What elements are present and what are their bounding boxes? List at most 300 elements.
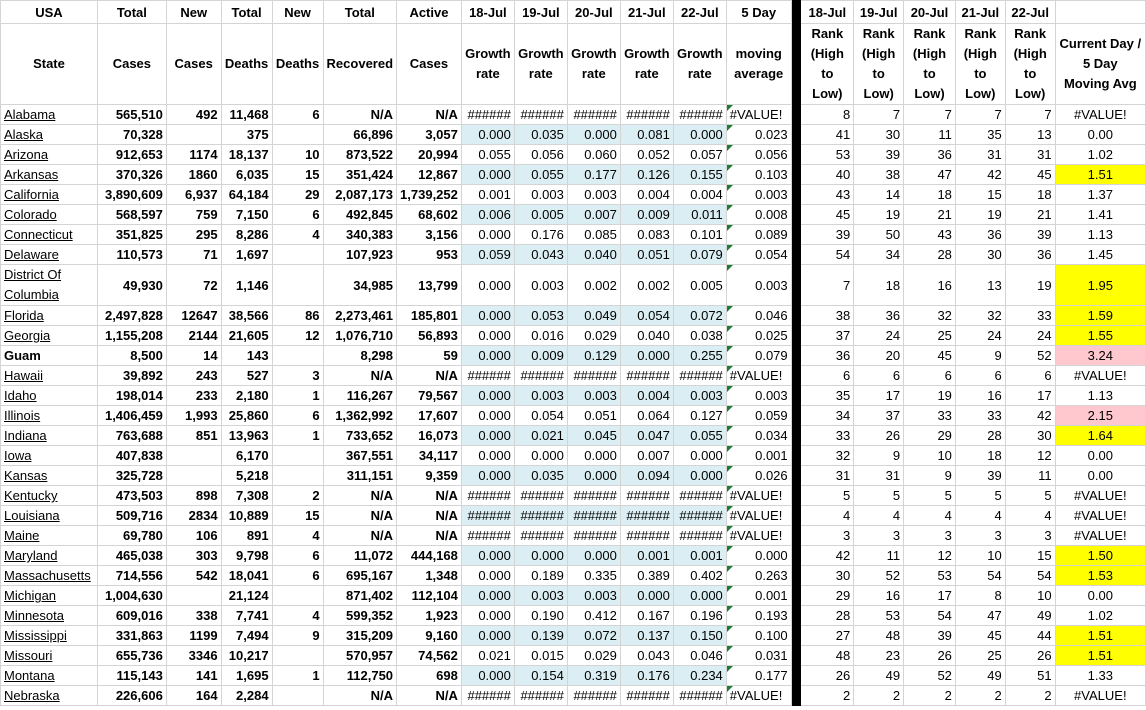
recovered-cell[interactable]: 112,750 (323, 666, 396, 686)
recovered-cell[interactable]: 107,923 (323, 245, 396, 265)
rank-cell[interactable]: 5 (904, 486, 956, 506)
ratio-cell[interactable]: 1.51 (1055, 626, 1145, 646)
active-cases-cell[interactable]: 59 (397, 346, 462, 366)
total-deaths-cell[interactable]: 527 (221, 366, 272, 386)
rank-cell[interactable]: 19 (904, 386, 956, 406)
state-cell[interactable]: Michigan (1, 586, 98, 606)
growth-cell[interactable]: 0.055 (514, 165, 567, 185)
moving-average-cell[interactable]: 0.100 (726, 626, 791, 646)
recovered-cell[interactable]: N/A (323, 686, 396, 706)
rank-cell[interactable]: 18 (955, 446, 1005, 466)
header-rank-19-jul[interactable]: 19-Jul (854, 1, 904, 24)
rank-cell[interactable]: 21 (904, 205, 956, 225)
ratio-cell[interactable]: 1.50 (1055, 546, 1145, 566)
growth-cell[interactable]: 0.081 (620, 125, 673, 145)
rank-cell[interactable]: 39 (955, 466, 1005, 486)
total-cases-cell[interactable]: 115,143 (97, 666, 166, 686)
ratio-cell[interactable]: #VALUE! (1055, 506, 1145, 526)
growth-cell[interactable]: 0.055 (461, 145, 514, 165)
active-cases-cell[interactable]: 16,073 (397, 426, 462, 446)
new-deaths-cell[interactable] (272, 466, 323, 486)
growth-cell[interactable]: 0.040 (620, 326, 673, 346)
active-cases-cell[interactable]: 1,923 (397, 606, 462, 626)
new-deaths-cell[interactable] (272, 245, 323, 265)
active-cases-cell[interactable]: 12,867 (397, 165, 462, 185)
rank-cell[interactable]: 16 (955, 386, 1005, 406)
rank-cell[interactable]: 52 (904, 666, 956, 686)
total-cases-cell[interactable]: 8,500 (97, 346, 166, 366)
header-active-cases[interactable]: Active (397, 1, 462, 24)
new-deaths-cell[interactable]: 4 (272, 526, 323, 546)
rank-cell[interactable]: 5 (854, 486, 904, 506)
rank-cell[interactable]: 6 (955, 366, 1005, 386)
new-deaths-cell[interactable]: 12 (272, 326, 323, 346)
rank-cell[interactable]: 12 (1005, 446, 1055, 466)
recovered-cell[interactable]: 871,402 (323, 586, 396, 606)
moving-average-cell[interactable]: 0.177 (726, 666, 791, 686)
rank-cell[interactable]: 28 (801, 606, 854, 626)
state-cell[interactable]: Nebraska (1, 686, 98, 706)
total-deaths-cell[interactable]: 891 (221, 526, 272, 546)
header-rank-18-jul[interactable]: 18-Jul (801, 1, 854, 24)
rank-cell[interactable]: 25 (955, 646, 1005, 666)
header-new-deaths[interactable]: New (272, 1, 323, 24)
growth-cell[interactable]: 0.003 (514, 185, 567, 205)
state-cell[interactable]: Delaware (1, 245, 98, 265)
rank-cell[interactable]: 9 (955, 346, 1005, 366)
rank-cell[interactable]: 18 (1005, 185, 1055, 205)
new-deaths-cell[interactable]: 4 (272, 225, 323, 245)
rank-cell[interactable]: 31 (955, 145, 1005, 165)
growth-cell[interactable]: 0.005 (514, 205, 567, 225)
growth-cell[interactable]: 0.094 (620, 466, 673, 486)
rank-cell[interactable]: 39 (854, 145, 904, 165)
growth-cell[interactable]: 0.000 (461, 125, 514, 145)
active-cases-cell[interactable]: 185,801 (397, 306, 462, 326)
new-deaths-cell[interactable] (272, 446, 323, 466)
total-cases-cell[interactable]: 407,838 (97, 446, 166, 466)
rank-cell[interactable]: 5 (955, 486, 1005, 506)
state-cell[interactable]: Connecticut (1, 225, 98, 245)
ratio-cell[interactable]: 1.37 (1055, 185, 1145, 205)
header-growth-22-jul[interactable]: 22-Jul (673, 1, 726, 24)
new-deaths-cell[interactable]: 10 (272, 145, 323, 165)
growth-cell[interactable]: 0.155 (673, 165, 726, 185)
state-cell[interactable]: Maryland (1, 546, 98, 566)
total-cases-cell[interactable]: 69,780 (97, 526, 166, 546)
growth-cell[interactable]: 0.000 (673, 125, 726, 145)
new-cases-cell[interactable]: 243 (166, 366, 221, 386)
recovered-cell[interactable]: 599,352 (323, 606, 396, 626)
growth-cell[interactable]: 0.043 (514, 245, 567, 265)
recovered-cell[interactable]: 116,267 (323, 386, 396, 406)
active-cases-cell[interactable]: N/A (397, 686, 462, 706)
ratio-cell[interactable]: 1.51 (1055, 646, 1145, 666)
total-cases-cell[interactable]: 912,653 (97, 145, 166, 165)
moving-average-cell[interactable]: 0.079 (726, 346, 791, 366)
growth-cell[interactable]: ###### (620, 526, 673, 546)
header-rank-20-jul[interactable]: 20-Jul (904, 1, 956, 24)
rank-cell[interactable]: 11 (904, 125, 956, 145)
rank-cell[interactable]: 10 (955, 546, 1005, 566)
active-cases-cell[interactable]: 3,156 (397, 225, 462, 245)
state-cell[interactable]: District Of Columbia (1, 265, 98, 306)
growth-cell[interactable]: 0.319 (567, 666, 620, 686)
ratio-cell[interactable]: #VALUE! (1055, 526, 1145, 546)
recovered-cell[interactable]: N/A (323, 486, 396, 506)
growth-cell[interactable]: 0.000 (567, 466, 620, 486)
total-deaths-cell[interactable]: 6,170 (221, 446, 272, 466)
new-deaths-cell[interactable]: 9 (272, 626, 323, 646)
ratio-cell[interactable]: 1.13 (1055, 225, 1145, 245)
moving-average-cell[interactable]: 0.059 (726, 406, 791, 426)
rank-cell[interactable]: 51 (1005, 666, 1055, 686)
rank-cell[interactable]: 3 (801, 526, 854, 546)
growth-cell[interactable]: 0.000 (461, 306, 514, 326)
new-cases-cell[interactable] (166, 586, 221, 606)
growth-cell[interactable]: 0.045 (567, 426, 620, 446)
header-total-cases[interactable]: Total (97, 1, 166, 24)
rank-cell[interactable]: 36 (1005, 245, 1055, 265)
growth-cell[interactable]: 0.016 (514, 326, 567, 346)
rank-cell[interactable]: 19 (955, 205, 1005, 225)
growth-cell[interactable]: 0.137 (620, 626, 673, 646)
growth-cell[interactable]: ###### (514, 105, 567, 125)
active-cases-cell[interactable]: 17,607 (397, 406, 462, 426)
new-cases-cell[interactable]: 303 (166, 546, 221, 566)
growth-cell[interactable]: 0.004 (620, 185, 673, 205)
recovered-cell[interactable]: 311,151 (323, 466, 396, 486)
rank-cell[interactable]: 31 (801, 466, 854, 486)
total-deaths-cell[interactable]: 2,180 (221, 386, 272, 406)
recovered-cell[interactable]: 492,845 (323, 205, 396, 225)
total-deaths-cell[interactable]: 18,137 (221, 145, 272, 165)
growth-cell[interactable]: ###### (461, 105, 514, 125)
total-deaths-cell[interactable]: 5,218 (221, 466, 272, 486)
rank-cell[interactable]: 45 (955, 626, 1005, 646)
rank-cell[interactable]: 10 (904, 446, 956, 466)
header-rank-22-jul[interactable]: 22-Jul (1005, 1, 1055, 24)
new-cases-cell[interactable]: 14 (166, 346, 221, 366)
growth-cell[interactable]: 0.126 (620, 165, 673, 185)
rank-cell[interactable]: 5 (801, 486, 854, 506)
new-deaths-cell[interactable]: 4 (272, 606, 323, 626)
growth-cell[interactable]: 0.006 (461, 205, 514, 225)
new-deaths-cell[interactable]: 2 (272, 486, 323, 506)
total-deaths-cell[interactable]: 21,124 (221, 586, 272, 606)
state-cell[interactable]: California (1, 185, 98, 205)
header-rank-21-jul[interactable]: Rank (High to Low) (955, 24, 1005, 105)
new-deaths-cell[interactable]: 86 (272, 306, 323, 326)
rank-cell[interactable]: 53 (854, 606, 904, 626)
growth-cell[interactable]: ###### (620, 366, 673, 386)
rank-cell[interactable]: 8 (955, 586, 1005, 606)
rank-cell[interactable]: 2 (904, 686, 956, 706)
rank-cell[interactable]: 52 (854, 566, 904, 586)
new-cases-cell[interactable]: 759 (166, 205, 221, 225)
new-cases-cell[interactable]: 12647 (166, 306, 221, 326)
rank-cell[interactable]: 35 (801, 386, 854, 406)
new-cases-cell[interactable]: 295 (166, 225, 221, 245)
new-deaths-cell[interactable]: 1 (272, 426, 323, 446)
rank-cell[interactable]: 36 (904, 145, 956, 165)
rank-cell[interactable]: 19 (1005, 265, 1055, 306)
ratio-cell[interactable]: 2.15 (1055, 406, 1145, 426)
growth-cell[interactable]: 0.049 (567, 306, 620, 326)
active-cases-cell[interactable]: 68,602 (397, 205, 462, 225)
recovered-cell[interactable]: N/A (323, 105, 396, 125)
header-rank-20-jul[interactable]: Rank (High to Low) (904, 24, 956, 105)
rank-cell[interactable]: 7 (854, 105, 904, 125)
rank-cell[interactable]: 29 (801, 586, 854, 606)
rank-cell[interactable]: 2 (955, 686, 1005, 706)
growth-cell[interactable]: 0.167 (620, 606, 673, 626)
rank-cell[interactable]: 37 (854, 406, 904, 426)
rank-cell[interactable]: 36 (955, 225, 1005, 245)
new-cases-cell[interactable]: 542 (166, 566, 221, 586)
total-cases-cell[interactable]: 565,510 (97, 105, 166, 125)
total-deaths-cell[interactable]: 143 (221, 346, 272, 366)
growth-cell[interactable]: 0.007 (567, 205, 620, 225)
active-cases-cell[interactable]: 698 (397, 666, 462, 686)
active-cases-cell[interactable]: N/A (397, 105, 462, 125)
rank-cell[interactable]: 11 (854, 546, 904, 566)
ratio-cell[interactable]: 1.02 (1055, 606, 1145, 626)
new-cases-cell[interactable]: 1860 (166, 165, 221, 185)
total-cases-cell[interactable]: 763,688 (97, 426, 166, 446)
growth-cell[interactable]: ###### (461, 526, 514, 546)
growth-cell[interactable]: 0.000 (461, 566, 514, 586)
total-deaths-cell[interactable]: 64,184 (221, 185, 272, 205)
ratio-cell[interactable]: #VALUE! (1055, 486, 1145, 506)
total-cases-cell[interactable]: 351,825 (97, 225, 166, 245)
moving-average-cell[interactable]: 0.046 (726, 306, 791, 326)
ratio-cell[interactable]: 1.45 (1055, 245, 1145, 265)
growth-cell[interactable]: 0.000 (461, 546, 514, 566)
header-current-over-avg[interactable]: Current Day / 5 Day Moving Avg (1055, 24, 1145, 105)
growth-cell[interactable]: 0.035 (514, 466, 567, 486)
rank-cell[interactable]: 4 (955, 506, 1005, 526)
growth-cell[interactable]: 0.402 (673, 566, 726, 586)
rank-cell[interactable]: 26 (904, 646, 956, 666)
growth-cell[interactable]: 0.139 (514, 626, 567, 646)
growth-cell[interactable]: ###### (514, 686, 567, 706)
header-recovered[interactable]: Total (323, 1, 396, 24)
growth-cell[interactable]: 0.000 (567, 125, 620, 145)
moving-average-cell[interactable]: 0.089 (726, 225, 791, 245)
ratio-cell[interactable]: #VALUE! (1055, 105, 1145, 125)
total-deaths-cell[interactable]: 1,697 (221, 245, 272, 265)
rank-cell[interactable]: 24 (955, 326, 1005, 346)
rank-cell[interactable]: 12 (904, 546, 956, 566)
moving-average-cell[interactable]: 0.025 (726, 326, 791, 346)
growth-cell[interactable]: 0.154 (514, 666, 567, 686)
recovered-cell[interactable]: 1,362,992 (323, 406, 396, 426)
rank-cell[interactable]: 32 (801, 446, 854, 466)
rank-cell[interactable]: 43 (904, 225, 956, 245)
rank-cell[interactable]: 3 (1005, 526, 1055, 546)
ratio-cell[interactable]: 1.95 (1055, 265, 1145, 306)
total-cases-cell[interactable]: 568,597 (97, 205, 166, 225)
rank-cell[interactable]: 28 (904, 245, 956, 265)
new-deaths-cell[interactable]: 15 (272, 506, 323, 526)
rank-cell[interactable]: 49 (1005, 606, 1055, 626)
new-deaths-cell[interactable] (272, 586, 323, 606)
header-state[interactable]: State (1, 24, 98, 105)
new-deaths-cell[interactable] (272, 686, 323, 706)
recovered-cell[interactable]: 11,072 (323, 546, 396, 566)
ratio-cell[interactable]: 1.59 (1055, 306, 1145, 326)
total-cases-cell[interactable]: 509,716 (97, 506, 166, 526)
growth-cell[interactable]: 0.064 (620, 406, 673, 426)
growth-cell[interactable]: ###### (514, 366, 567, 386)
ratio-cell[interactable]: 0.00 (1055, 466, 1145, 486)
header-rank-22-jul[interactable]: Rank (High to Low) (1005, 24, 1055, 105)
ratio-cell[interactable]: #VALUE! (1055, 366, 1145, 386)
total-deaths-cell[interactable]: 18,041 (221, 566, 272, 586)
total-cases-cell[interactable]: 465,038 (97, 546, 166, 566)
active-cases-cell[interactable]: N/A (397, 486, 462, 506)
new-deaths-cell[interactable] (272, 646, 323, 666)
growth-cell[interactable]: 0.029 (567, 326, 620, 346)
new-cases-cell[interactable]: 3346 (166, 646, 221, 666)
growth-cell[interactable]: 0.053 (514, 306, 567, 326)
state-cell[interactable]: Arkansas (1, 165, 98, 185)
new-cases-cell[interactable]: 6,937 (166, 185, 221, 205)
header-active-cases[interactable]: Cases (397, 24, 462, 105)
growth-cell[interactable]: 0.021 (461, 646, 514, 666)
active-cases-cell[interactable]: 953 (397, 245, 462, 265)
header-new-deaths[interactable]: Deaths (272, 24, 323, 105)
growth-cell[interactable]: 0.000 (461, 406, 514, 426)
state-cell[interactable]: Minnesota (1, 606, 98, 626)
moving-average-cell[interactable]: 0.103 (726, 165, 791, 185)
active-cases-cell[interactable]: N/A (397, 366, 462, 386)
growth-cell[interactable]: 0.000 (461, 165, 514, 185)
moving-average-cell[interactable]: 0.056 (726, 145, 791, 165)
growth-cell[interactable]: 0.000 (461, 586, 514, 606)
header-total-cases[interactable]: Cases (97, 24, 166, 105)
state-cell[interactable]: Montana (1, 666, 98, 686)
ratio-cell[interactable]: 1.64 (1055, 426, 1145, 446)
growth-cell[interactable]: 0.001 (461, 185, 514, 205)
state-cell[interactable]: Iowa (1, 446, 98, 466)
growth-cell[interactable]: 0.000 (461, 386, 514, 406)
rank-cell[interactable]: 17 (904, 586, 956, 606)
rank-cell[interactable]: 34 (801, 406, 854, 426)
total-cases-cell[interactable]: 714,556 (97, 566, 166, 586)
rank-cell[interactable]: 54 (955, 566, 1005, 586)
state-cell[interactable]: Georgia (1, 326, 98, 346)
rank-cell[interactable]: 4 (801, 506, 854, 526)
header-moving-average[interactable]: moving average (726, 24, 791, 105)
rank-cell[interactable]: 49 (854, 666, 904, 686)
growth-cell[interactable]: 0.000 (673, 466, 726, 486)
moving-average-cell[interactable]: 0.263 (726, 566, 791, 586)
growth-cell[interactable]: 0.056 (514, 145, 567, 165)
growth-cell[interactable]: ###### (461, 366, 514, 386)
recovered-cell[interactable]: 2,273,461 (323, 306, 396, 326)
moving-average-cell[interactable]: 0.003 (726, 386, 791, 406)
growth-cell[interactable]: 0.003 (514, 386, 567, 406)
new-deaths-cell[interactable]: 6 (272, 205, 323, 225)
new-cases-cell[interactable]: 2144 (166, 326, 221, 346)
rank-cell[interactable]: 20 (854, 346, 904, 366)
total-deaths-cell[interactable]: 25,860 (221, 406, 272, 426)
total-cases-cell[interactable]: 473,503 (97, 486, 166, 506)
recovered-cell[interactable]: 367,551 (323, 446, 396, 466)
header-growth-18-jul[interactable]: Growth rate (461, 24, 514, 105)
state-cell[interactable]: Mississippi (1, 626, 98, 646)
active-cases-cell[interactable]: N/A (397, 506, 462, 526)
new-cases-cell[interactable]: 1199 (166, 626, 221, 646)
active-cases-cell[interactable]: 9,359 (397, 466, 462, 486)
growth-cell[interactable]: 0.000 (514, 446, 567, 466)
ratio-cell[interactable]: 3.24 (1055, 346, 1145, 366)
growth-cell[interactable]: ###### (620, 686, 673, 706)
growth-cell[interactable]: 0.176 (620, 666, 673, 686)
growth-cell[interactable]: ###### (567, 686, 620, 706)
recovered-cell[interactable]: 695,167 (323, 566, 396, 586)
growth-cell[interactable]: 0.051 (620, 245, 673, 265)
rank-cell[interactable]: 30 (955, 245, 1005, 265)
rank-cell[interactable]: 6 (854, 366, 904, 386)
active-cases-cell[interactable]: 74,562 (397, 646, 462, 666)
growth-cell[interactable]: ###### (673, 526, 726, 546)
total-cases-cell[interactable]: 2,497,828 (97, 306, 166, 326)
growth-cell[interactable]: ###### (620, 486, 673, 506)
rank-cell[interactable]: 41 (801, 125, 854, 145)
state-cell[interactable]: Illinois (1, 406, 98, 426)
growth-cell[interactable]: ###### (514, 506, 567, 526)
state-cell[interactable]: Missouri (1, 646, 98, 666)
growth-cell[interactable]: 0.043 (620, 646, 673, 666)
state-cell[interactable]: Idaho (1, 386, 98, 406)
rank-cell[interactable]: 7 (955, 105, 1005, 125)
rank-cell[interactable]: 11 (1005, 466, 1055, 486)
growth-cell[interactable]: 0.234 (673, 666, 726, 686)
new-cases-cell[interactable]: 72 (166, 265, 221, 306)
growth-cell[interactable]: ###### (673, 686, 726, 706)
rank-cell[interactable]: 2 (801, 686, 854, 706)
moving-average-cell[interactable]: 0.054 (726, 245, 791, 265)
rank-cell[interactable]: 3 (904, 526, 956, 546)
growth-cell[interactable]: 0.011 (673, 205, 726, 225)
rank-cell[interactable]: 38 (801, 306, 854, 326)
rank-cell[interactable]: 48 (854, 626, 904, 646)
growth-cell[interactable]: 0.127 (673, 406, 726, 426)
total-deaths-cell[interactable]: 7,308 (221, 486, 272, 506)
header-total-deaths[interactable]: Deaths (221, 24, 272, 105)
header-growth-22-jul[interactable]: Growth rate (673, 24, 726, 105)
recovered-cell[interactable]: 34,985 (323, 265, 396, 306)
rank-cell[interactable]: 43 (801, 185, 854, 205)
rank-cell[interactable]: 37 (801, 326, 854, 346)
new-cases-cell[interactable]: 164 (166, 686, 221, 706)
growth-cell[interactable]: ###### (567, 506, 620, 526)
header-growth-20-jul[interactable]: 20-Jul (567, 1, 620, 24)
growth-cell[interactable]: 0.015 (514, 646, 567, 666)
growth-cell[interactable]: 0.060 (567, 145, 620, 165)
growth-cell[interactable]: 0.000 (461, 606, 514, 626)
rank-cell[interactable]: 47 (904, 165, 956, 185)
total-cases-cell[interactable]: 110,573 (97, 245, 166, 265)
growth-cell[interactable]: 0.083 (620, 225, 673, 245)
total-cases-cell[interactable]: 226,606 (97, 686, 166, 706)
growth-cell[interactable]: 0.190 (514, 606, 567, 626)
rank-cell[interactable]: 34 (854, 245, 904, 265)
total-cases-cell[interactable]: 3,890,609 (97, 185, 166, 205)
